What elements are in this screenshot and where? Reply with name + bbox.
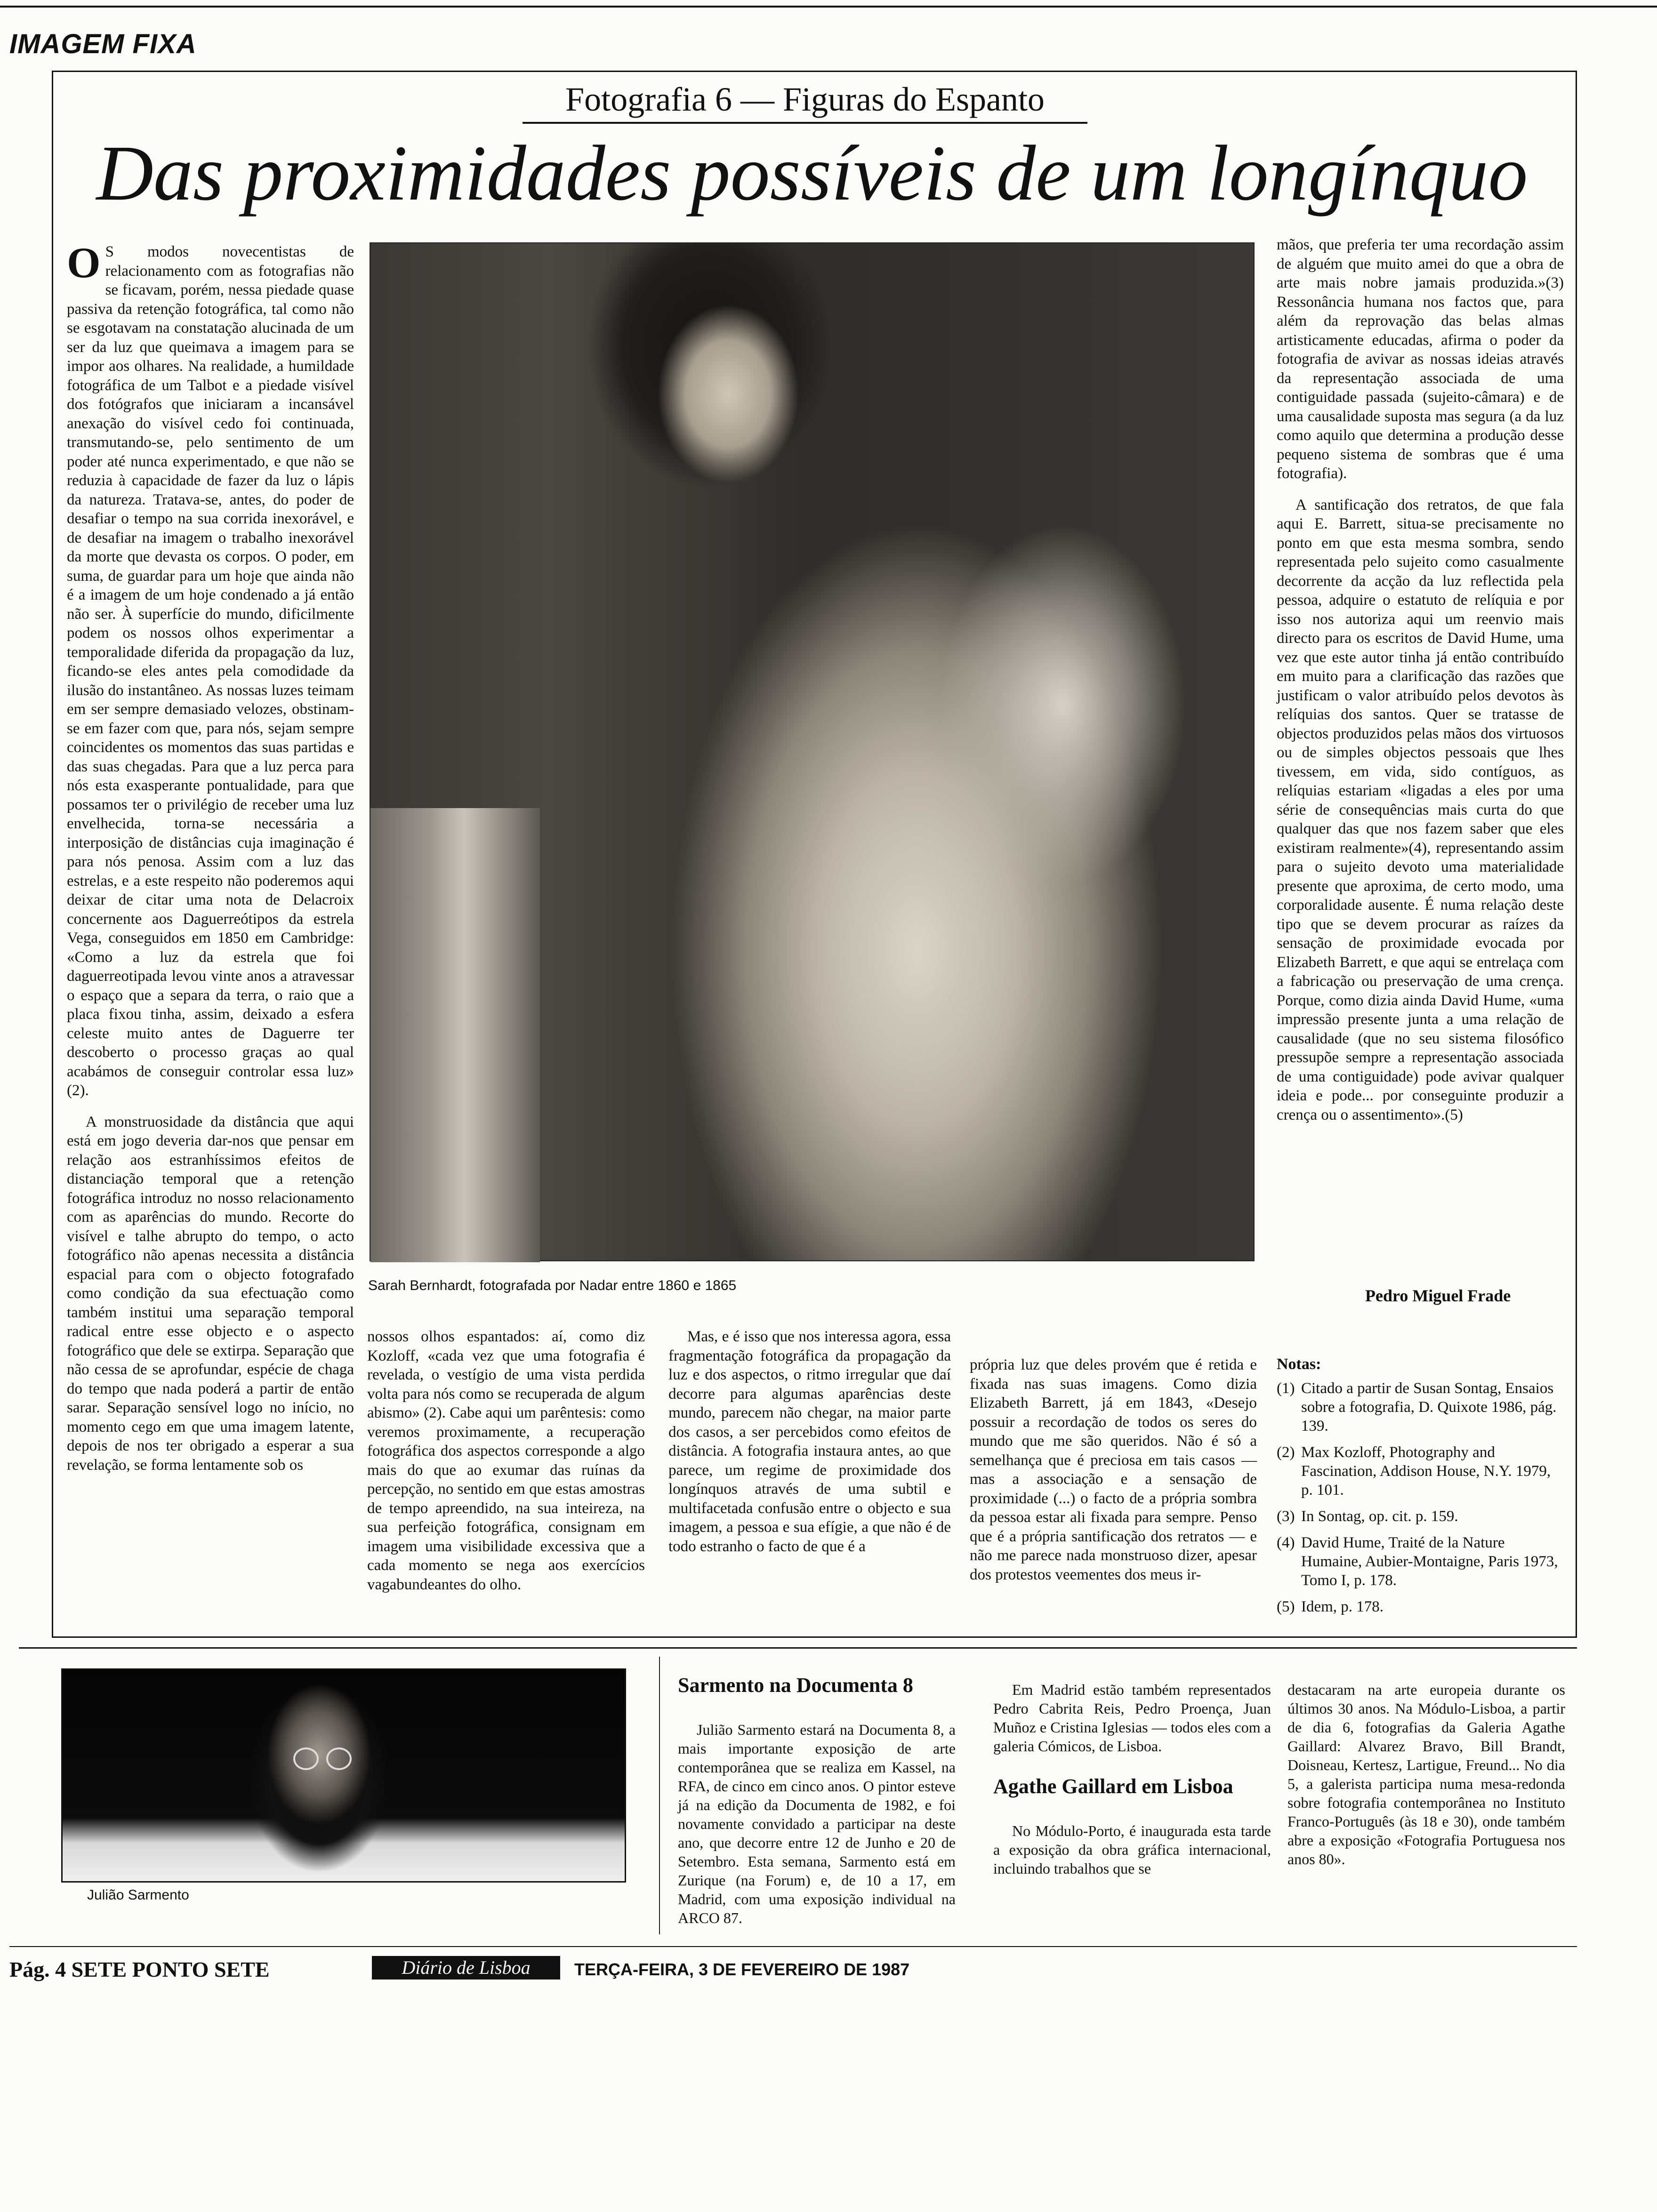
note-item: (5) Idem, p. 178.: [1277, 1598, 1384, 1615]
footer-rule: [9, 1946, 1577, 1947]
section-tag: IMAGEM FIXA: [9, 29, 197, 59]
story-2-headline: Agathe Gaillard em Lisboa: [993, 1775, 1233, 1798]
kicker: Fotografia 6 — Figuras do Espanto: [523, 80, 1087, 124]
photo-table-detail: [370, 808, 540, 1262]
col1-paragraph-2: A monstruosidade da distância que aqui está em jogo deveria dar-nos que pensar em relação aos estranhíssimos efeitos de distanciação temporal que a retenção fotográfica introduz no nosso relacionamento com as aparências do mundo. Recorte do visível e talhe abrupto do tempo, o acto fotográfico não apenas necessita a distância espacial para com o objecto fotografado como condição da sua efectuação como também institui uma separação temporal radical entre esse objecto e o aspecto fotográfico que dele se extirpa. Separação que não cessa de se aprofundar, espécie de chaga do tempo que nada poderá a partir de então sarar. Separação sensível logo no início, no momento cego em que uma imagem latente, depois de nos ter obrigado a esperar a sua revelação, se forma lentamente sob os: [67, 1113, 354, 1474]
story-1-body: Julião Sarmento estará na Documenta 8, a mais importante exposição de arte contemporânea que se realiza em Kassel, na RFA, de cinco em cinco anos. O pintor esteve já na edição da Documenta de 1982, e foi novamente convidado a participar na deste ano, que decorre entre 12 de Junho e 20 de Setembro. Esta semana, Sarmento está em Zurique (na Forum) e, de 10 a 17, em Madrid, com uma exposição individual na ARCO 87.: [678, 1721, 956, 1926]
note-item: (4) David Hume, Traité de la Nature Humaine, Aubier-Montaigne, Paris 1973, Tomo I, p. 178.: [1277, 1534, 1558, 1589]
top-rule: [0, 6, 1657, 8]
juliao-sarmento-photo: [61, 1668, 626, 1883]
col5-paragraph-1: mãos, que preferia ter uma recordação assim de alguém que muito amei do que a obra de arte mais nobre jamais produzida.»(3) Ressonância humana nos factos que, para além da reprovação das belas almas artisticamente educadas, afirma o poder da fotografia de avivar as nossas ideias através da representação associada de uma contiguidade passada (sujeito-câmara) e de uma causalidade suposta mas segura (a da luz como aquilo que determina a produção desse pequeno sistema de sombras que é uma fotografia).: [1277, 236, 1564, 482]
article-column-2: nossos olhos espantados: aí, como diz Kozloff, «cada vez que uma fotografia é revelada, o vestígio de uma vista perdida volta para nós como se recuperada de algum abismo» (2). Cabe aqui um parêntesis: como veremos proximamente, a recuperação fotográfica dos aspectos corresponde a algo mais do que ao exumar das ruínas da percepção, no sentido em que estas amostras de tempo apreendido, na sua inteireza, na sua perfeição fotográfica, consignam em imagem uma visibilidade excessiva que a cada momento se nega aos exercícios vagabundeantes do olho.: [367, 1328, 645, 1593]
story-1-headline: Sarmento na Documenta 8: [678, 1674, 913, 1697]
bottom-section-rule: [19, 1647, 1577, 1649]
article-column-3: Mas, e é isso que nos interessa agora, essa fragmentação fotográfica da propagação da luz e dos aspectos, o ritmo irregular que daí decorre para algumas aparências deste mundo, parecem não chegar, na maior parte dos casos, a ser percebidos como efeitos de distância. A fotografia instaura antes, ao que parece, um regime de proximidade dos longínquos através de uma subtil e multifacetada confusão entre o objecto e sua imagem, a pessoa e sua efígie, a que não é de todo estranho o facto de que é a: [668, 1328, 951, 1555]
column-divider: [659, 1657, 660, 1934]
col1-paragraph-1: S modos novecentistas de relacionamento com as fotografias não se ficavam, porém, nessa piedade quase passiva da retenção fotográfica, tal como não se esgotavam na constatação alucinada de um ser da luz que queimava a imagem para se impor aos olhares. Na realidade, a humildade fotográfica de um Talbot e a piedade visível dos fotógrafos que iniciaram a incansável anexação do visível cedo foi continuada, transmutando-se, pelo sentimento de um poder até nunca experimentado, e que não se reduzia à capacidade de fazer da luz o lápis da natureza. Tratava-se, antes, do poder de desafiar o tempo na sua corrida inexorável, e de desafiar na imagem o trabalho inexorável da morte que devasta os corpos. O poder, em suma, de guardar para um hoje que ainda não é a imagem de um hoje condenado a já então não ser. À superfície do mundo, dificilmente podem os nossos olhos experimentar a temporalidade diferida da propagação da luz, ficando-se eles antes pela comodidade da ilusão do instantâneo. As nossas luzes teimam em ser sempre demasiado velozes, obstinam-se em fazer com que, para nós, sejam sempre coincidentes os momentos das suas partidas e das suas chegadas. Para que a luz perca para nós esta exasperante pontualidade, para que possamos ter o privilégio de receber uma luz envelhecida, torna-se necessária a interposição de distâncias cuja imaginação é para nós penosa. Assim com a luz das estrelas, e a este respeito não poderemos aqui deixar de citar uma nota de Delacroix concernente aos Daguerreótipos da estrela Vega, conseguidos em 1850 em Cambridge: «Como a luz da estrela que foi daguerreotipada levou vinte anos a atravessar o espaço que a separa da terra, o raio que a placa fixou tinha, assim, deixado a esfera celeste muito antes de Daguerre ter descoberto o processo graças ao qual acabámos de conseguir controlar essa luz» (2).: [67, 243, 354, 1099]
issue-date: TERÇA-FEIRA, 3 DE FEVEREIRO DE 1987: [574, 1960, 910, 1979]
byline: Pedro Miguel Frade: [1365, 1286, 1511, 1305]
article-column-1: [67, 239, 354, 1487]
note-item: (3) In Sontag, op. cit. p. 159.: [1277, 1508, 1458, 1525]
sarah-bernhardt-photo: [370, 242, 1255, 1261]
glasses-detail: [293, 1747, 319, 1770]
note-item: (1) Citado a partir de Susan Sontag, Ensaios sobre a fotografia, D. Quixote 1986, pág. 139.: [1277, 1380, 1557, 1435]
note-item: (2) Max Kozloff, Photography and Fascination, Addison House, N.Y. 1979, p. 101.: [1277, 1444, 1551, 1499]
article-column-4: própria luz que deles provém que é retida e fixada nas suas imagens. Como dizia Elizabeth Barrett, já em 1843, «Desejo possuir a recordação de todos os seres do mundo que me são queridos. Não é só a semelhança que é preciosa em tais casos — mas a associação e a sensação de proximidade (...) o facto de a própria sombra da pessoa estar ali fixada para sempre. Penso que é a própria santificação dos retratos — e não me parece nada monstruoso dizer, apesar dos protestos veementes dos meus ir-: [970, 1356, 1257, 1583]
dropcap: O: [67, 239, 101, 287]
page-number: Pág. 4 SETE PONTO SETE: [9, 1957, 270, 1981]
footer: [9, 1953, 1648, 1981]
photo-caption: Sarah Bernhardt, fotografada por Nadar entre 1860 e 1865: [368, 1278, 737, 1293]
notes-title: Notas:: [1277, 1355, 1321, 1373]
article-column-5: [1277, 235, 1564, 1137]
glasses-detail: [326, 1747, 352, 1770]
story-2-continuation: destacaram na arte europeia durante os últimos 30 anos. Na Módulo-Lisboa, a partir de dia 6, fotografias da Galeria Agathe Gaillard: Alvarez Bravo, Bill Brandt, Doisneau, Kertesz, Lartigue, Freund... No dia 5, a galerista participa numa mesa-redonda sobre fotografia contemporânea no Instituto Franco-Português (às 18 e 30), onde também abre a exposição «Fotografia Portuguesa nos anos 80».: [1287, 1681, 1565, 1867]
notes-list: [1277, 1379, 1564, 1624]
newspaper-logo: Diário de Lisboa: [372, 1956, 560, 1980]
col5-paragraph-2: A santificação dos retratos, de que fala aqui E. Barrett, situa-se precisamente no ponto em que esta mesma sombra, sendo representada pelo sujeito como casualmente decorrente da acção da luz reflectida pela pessoa, adquire o estatuto de relíquia e por isso nos autoriza aqui um reenvio mais directo para os escritos de David Hume, uma vez que este autor tinha já então contribuído em muito para a clarificação das razões que justificam o valor atribuído pelos devotos às relíquias dos santos. Quer se tratasse de objectos produzidos pelas mãos dos virtuosos ou de simples objectos pessoais que lhes tivessem, em vida, sido contíguos, as relíquias estariam «ligadas a eles por uma série de consequências mais curta do que qualquer das que nos fazem saber que eles existiram realmente»(4), representando assim para o sujeito devoto uma materialidade presente que aproxima, de certo modo, uma corporalidade ausente. É numa relação deste tipo que se devem procurar as raízes da sensação de proximidade evocada por Elizabeth Barrett, e que aqui se entrelaça com a fabricação ou preservação de uma crença. Porque, como dizia ainda David Hume, «uma impressão presente junta a uma relação de causalidade (que no seu sistema filosófico pressupõe sempre a representação associada de uma contiguidade) pode avivar qualquer ideia e pode... por conseguinte produzir a crença ou o assentimento».(5): [1277, 496, 1564, 1123]
bottom-photo-caption: Julião Sarmento: [87, 1887, 189, 1903]
story-2-body: No Módulo-Porto, é inaugurada esta tarde a exposição da obra gráfica internacional, incluindo trabalhos que se: [993, 1822, 1271, 1877]
headline: Das proximidades possíveis de um longínquo: [96, 129, 1528, 217]
story-1-continuation: Em Madrid estão também representados Pedro Cabrita Reis, Pedro Proença, Juan Muñoz e Cristina Iglesias — todos eles com a galeria Cómicos, de Lisboa.: [993, 1681, 1271, 1755]
